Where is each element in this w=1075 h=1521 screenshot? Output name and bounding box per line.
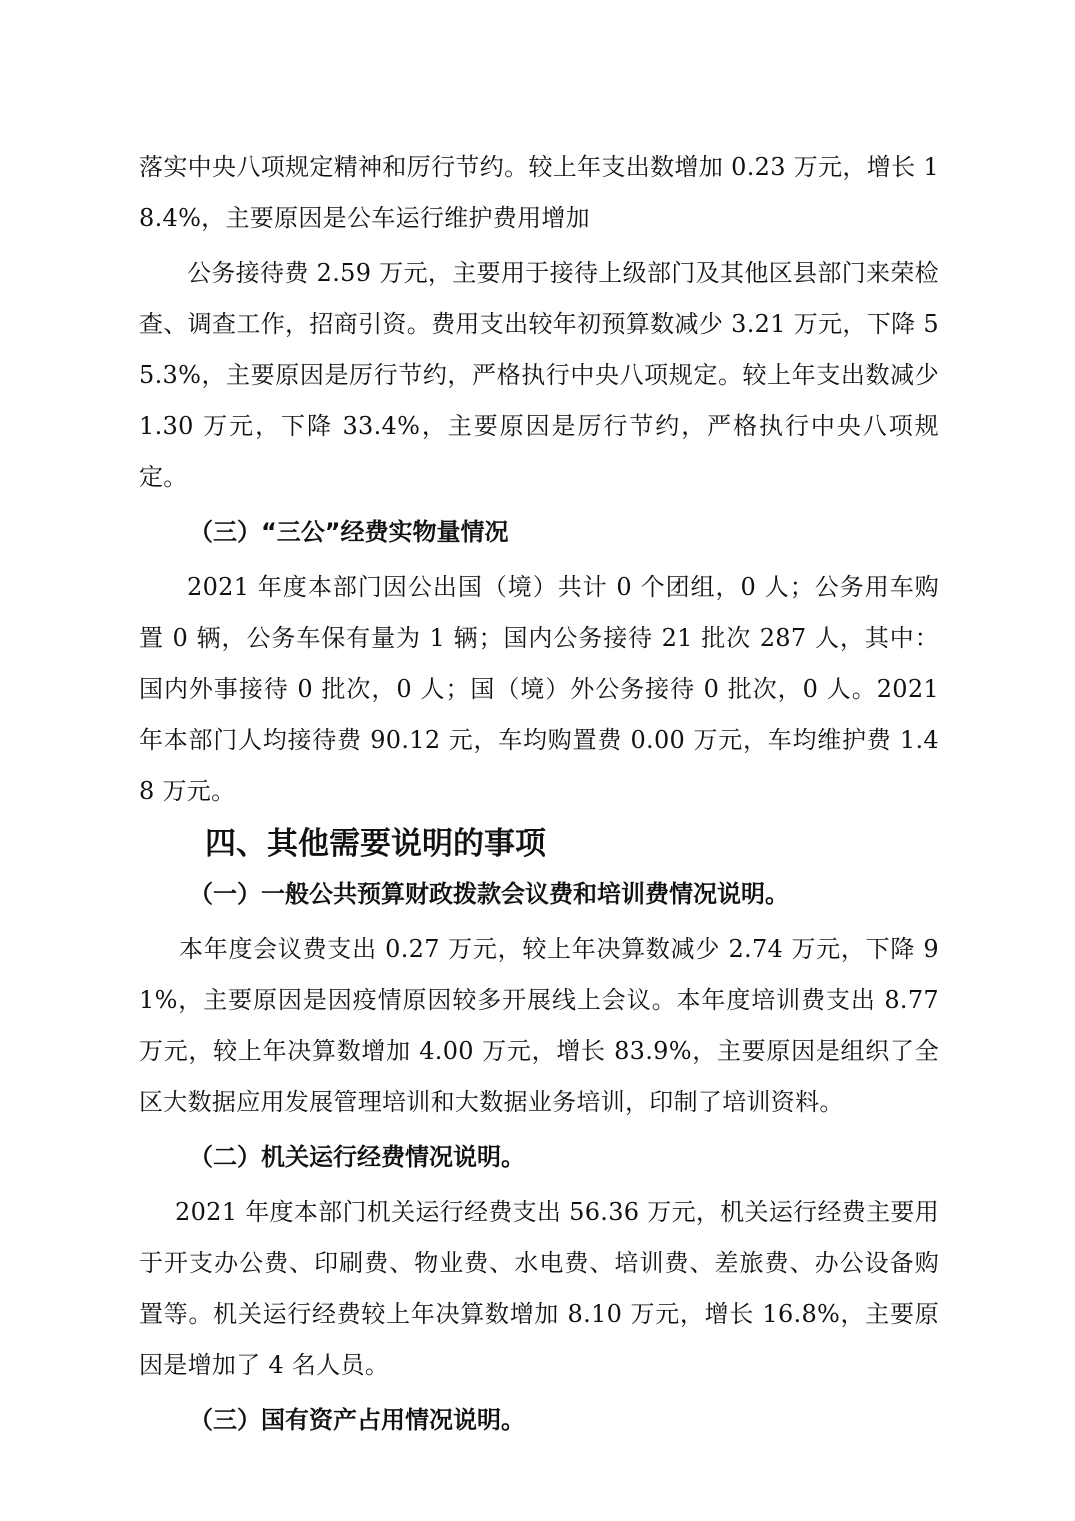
paragraph-reception-expense: 公务接待费 2.59 万元，主要用于接待上级部门及其他区县部门来荣检查、调查工作，招商引资。费用支出较年初预算数减少 3.21 万元，下降 55.3%，主要原因是厉行节约，严格执行中央八项规定。较上年支出数减少 1.30 万元，下降 33.4%，主要原因是厉行节约，严格执行中央八项规定。	[139, 259, 939, 491]
subheading-state-assets: （三）国有资产占用情况说明。	[189, 1406, 525, 1434]
paragraph-three-public-quantity: 2021 年度本部门因公出国（境）共计 0 个团组，0 人；公务用车购置 0 辆，公务车保有量为 1 辆；国内公务接待 21 批次 287 人，其中：国内外事接待 0 批次，0 人；国（境）外公务接待 0 批次，0 人。2021 年本部门人均接待费 90.12 元，车均购置费 0.00 万元，车均维护费 1.48 万元。	[139, 573, 939, 805]
subheading-operating-expense: （二）机关运行经费情况说明。	[189, 1143, 525, 1171]
subheading-meeting-training: （一）一般公共预算财政拨款会议费和培训费情况说明。	[189, 880, 789, 908]
paragraph-official-vehicle-cont: 落实中央八项规定精神和厉行节约。较上年支出数增加 0.23 万元，增长 18.4%，主要原因是公车运行维护费用增加	[139, 153, 939, 232]
document-page	[139, 142, 939, 1446]
section-heading-other-matters: 四、其他需要说明的事项	[205, 826, 546, 862]
paragraph-operating-expense: 2021 年度本部门机关运行经费支出 56.36 万元，机关运行经费主要用于开支办公费、印刷费、物业费、水电费、培训费、差旅费、办公设备购置等。机关运行经费较上年决算数增加 8.10 万元，增长 16.8%，主要原因是增加了 4 名人员。	[139, 1198, 939, 1379]
paragraph-meeting-training: 本年度会议费支出 0.27 万元，较上年决算数减少 2.74 万元，下降 91%，主要原因是因疫情原因较多开展线上会议。本年度培训费支出 8.77 万元，较上年决算数增加 4.00 万元，增长 83.9%，主要原因是组织了全区大数据应用发展管理培训和大数据业务培训，印制了培训资料。	[139, 935, 939, 1116]
subheading-three-public-quantity: （三）“三公”经费实物量情况	[189, 518, 509, 546]
